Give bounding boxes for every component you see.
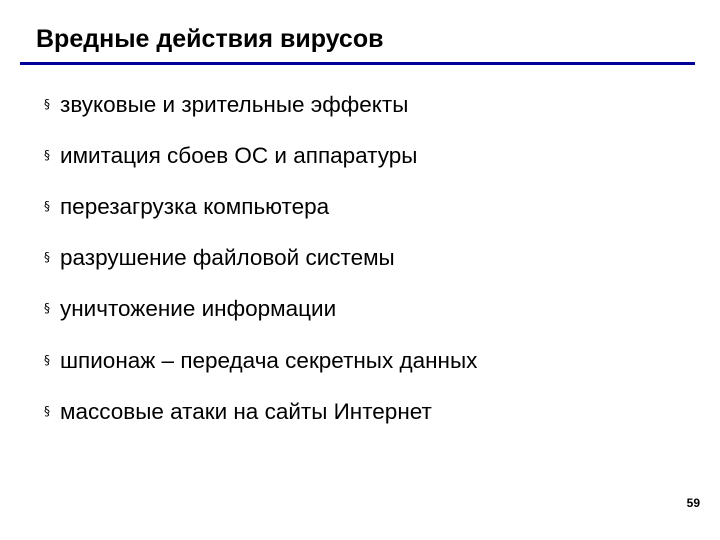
slide-title: Вредные действия вирусов: [36, 25, 384, 53]
bullet-icon: §: [44, 403, 50, 418]
bullet-icon: §: [44, 250, 50, 265]
bullet-text: перезагрузка компьютера: [60, 193, 330, 219]
bullet-text: имитация сбоев ОС и аппаратуры: [60, 142, 418, 168]
bullet-item: [44, 233, 477, 284]
bullet-text: разрушение файловой системы: [60, 245, 395, 271]
bullet-item: [44, 79, 477, 130]
bullet-icon: §: [44, 198, 50, 213]
bullet-item: [44, 130, 477, 181]
bullet-item: [44, 284, 477, 335]
bullet-icon: §: [44, 147, 50, 162]
bullet-text: массовые атаки на сайты Интернет: [60, 398, 432, 424]
bullet-text: звуковые и зрительные эффекты: [60, 91, 409, 117]
bullet-icon: §: [44, 96, 50, 111]
bullet-item: [44, 181, 477, 232]
title-underline: [20, 62, 695, 65]
bullet-list: [44, 79, 477, 437]
page-number: 59: [686, 496, 700, 510]
bullet-icon: §: [44, 301, 50, 316]
bullet-icon: §: [44, 352, 50, 367]
bullet-item: [44, 335, 477, 386]
bullet-text: шпионаж – передача секретных данных: [60, 347, 478, 373]
bullet-item: [44, 386, 477, 437]
bullet-text: уничтожение информации: [60, 296, 337, 322]
